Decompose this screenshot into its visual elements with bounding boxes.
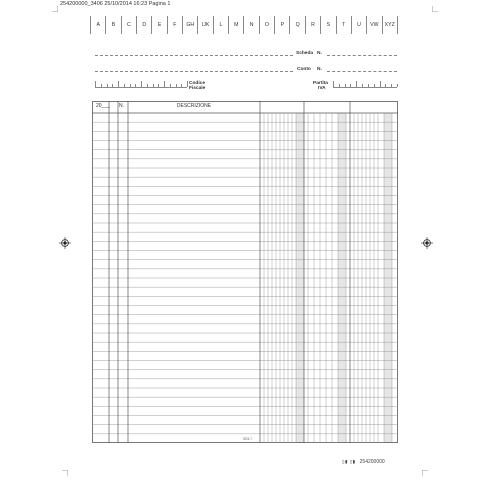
index-tab: M	[228, 16, 243, 34]
codice-fiscale-boxes	[95, 81, 187, 88]
registration-mark-right-icon	[421, 237, 433, 249]
conto-label: Conto	[297, 67, 311, 72]
tick-mark	[107, 84, 108, 87]
scheda-number-label: N.	[317, 51, 322, 56]
index-tab: D	[136, 16, 151, 34]
crop-mark-top-left-icon	[52, 6, 58, 12]
tick-mark	[158, 84, 159, 87]
registration-mark-left-icon	[59, 237, 71, 249]
tick-mark	[141, 81, 142, 87]
tick-mark	[118, 81, 119, 87]
tick-mark	[95, 81, 96, 87]
tick-mark	[176, 84, 177, 87]
conto-number-label: N.	[317, 67, 322, 72]
codice-label: Codice	[189, 81, 205, 86]
tick-mark	[153, 84, 154, 87]
index-tab: GH	[182, 16, 197, 34]
conto-name-line	[95, 71, 293, 72]
alphabet-index-strip	[90, 16, 398, 34]
index-tab: L	[213, 16, 228, 34]
tick-mark	[333, 81, 334, 87]
index-tab: C	[121, 16, 136, 34]
footer-small-note: SD3-7	[243, 437, 253, 441]
tick-mark	[385, 84, 386, 87]
index-tab: VW	[366, 16, 381, 34]
crop-mark-bottom-right-icon	[422, 470, 428, 476]
tick-mark	[135, 84, 136, 87]
ledger-table	[92, 101, 398, 443]
tick-mark	[350, 84, 351, 87]
tick-mark	[391, 84, 392, 87]
tick-mark	[170, 84, 171, 87]
index-tab: P	[274, 16, 289, 34]
tick-mark	[112, 84, 113, 87]
scheda-name-line	[95, 55, 293, 56]
column-header-date: 20___	[96, 103, 110, 109]
tick-mark	[380, 81, 381, 87]
tick-mark	[362, 84, 363, 87]
tick-mark	[164, 81, 165, 87]
tick-mark	[339, 84, 340, 87]
page-header-text: 254200000_3406 25/10/2014 16:23 Pagina 1	[60, 1, 171, 7]
partita-label: Partita	[313, 81, 328, 86]
index-tab: U	[351, 16, 366, 34]
fiscale-label: Fiscale	[189, 86, 206, 91]
tick-mark	[124, 84, 125, 87]
footer-code-text: 254200000	[359, 459, 385, 465]
partita-iva-boxes	[333, 81, 397, 88]
tick-mark	[345, 84, 346, 87]
column-header-number: N.	[119, 103, 124, 109]
index-tab: N	[243, 16, 258, 34]
ledger-grid	[92, 101, 398, 443]
index-tab: IJK	[197, 16, 212, 34]
tick-mark	[187, 81, 188, 87]
tick-mark	[147, 84, 148, 87]
scheda-label: Scheda	[296, 51, 314, 56]
crop-mark-bottom-left-icon	[62, 470, 68, 476]
tick-mark	[356, 81, 357, 87]
tick-mark	[397, 84, 398, 87]
index-tab: R	[305, 16, 320, 34]
scheda-number-line	[327, 55, 397, 56]
index-tab: E	[151, 16, 166, 34]
index-tab: S	[320, 16, 335, 34]
index-tab: T	[336, 16, 351, 34]
index-tab: F	[167, 16, 182, 34]
tick-mark	[181, 84, 182, 87]
tick-mark	[130, 84, 131, 87]
crop-mark-top-right-icon	[432, 6, 438, 12]
tick-mark	[368, 84, 369, 87]
tick-mark	[101, 84, 102, 87]
iva-label: IVA	[318, 86, 326, 91]
footer-product-code	[342, 459, 385, 465]
index-tab: O	[259, 16, 274, 34]
column-header-description: DESCRIZIONE	[176, 103, 212, 109]
index-tab: B	[105, 16, 120, 34]
tick-mark	[374, 84, 375, 87]
conto-number-line	[327, 71, 397, 72]
table-border	[93, 102, 398, 443]
index-tab: A	[90, 16, 105, 34]
index-tab: XYZ	[382, 16, 398, 34]
footer-logo-mark: ▯▮ ▯▮	[342, 459, 356, 464]
index-tab: Q	[289, 16, 304, 34]
